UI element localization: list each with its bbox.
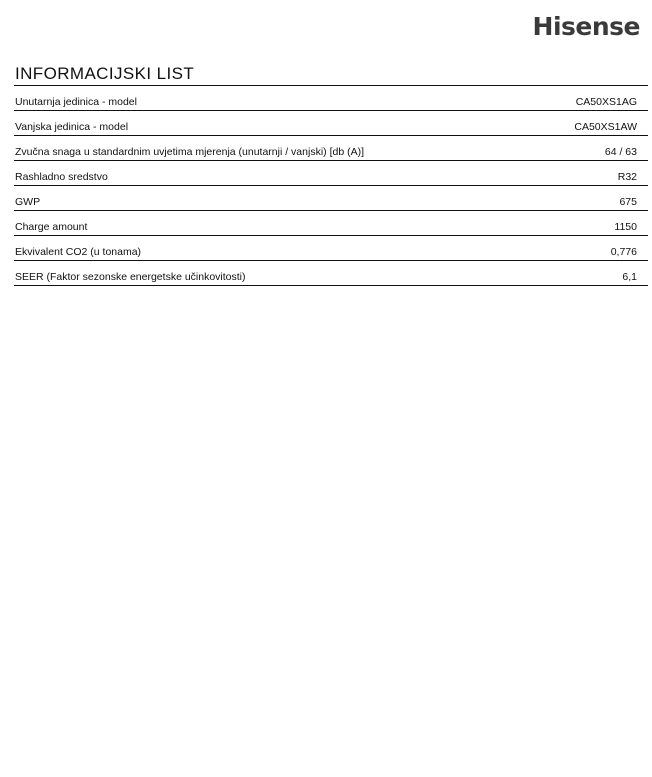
spec-label: Ekvivalent CO2 (u tonama): [15, 246, 142, 258]
spec-row-indoor-model: [14, 86, 648, 111]
spec-value: 1150: [614, 221, 637, 233]
spec-label: Vanjska jedinica - model: [15, 121, 129, 133]
spec-table: [14, 86, 648, 286]
spec-value: 6,1: [622, 271, 637, 283]
spec-row-charge-amount: [14, 211, 648, 236]
spec-value: CA50XS1AW: [574, 121, 637, 133]
spec-label: Rashladno sredstvo: [15, 171, 108, 183]
hisense-logo: Hisense: [532, 12, 640, 41]
spec-row-sound-power: [14, 136, 648, 161]
spec-label: Zvučna snaga u standardnim uvjetima mjerenja (unutarnji / vanjski) [db (A)]: [15, 146, 364, 158]
spec-value: CA50XS1AG: [575, 96, 637, 108]
spec-value: 675: [619, 196, 637, 208]
spec-label: Unutarnja jedinica - model: [15, 96, 137, 108]
spec-value: R32: [617, 171, 637, 183]
page-title: INFORMACIJSKI LIST: [15, 64, 195, 83]
spec-row-refrigerant: [14, 161, 648, 186]
spec-value: 64 / 63: [604, 146, 637, 158]
spec-row-seer: [14, 261, 648, 286]
spec-value: 0,776: [610, 246, 637, 258]
spec-label: GWP: [15, 196, 41, 208]
spec-label: Charge amount: [15, 221, 88, 233]
spec-row-co2-equivalent: [14, 236, 648, 261]
spec-row-gwp: [14, 186, 648, 211]
spec-row-outdoor-model: [14, 111, 648, 136]
spec-label: SEER (Faktor sezonske energetske učinkovitosti): [15, 271, 246, 283]
